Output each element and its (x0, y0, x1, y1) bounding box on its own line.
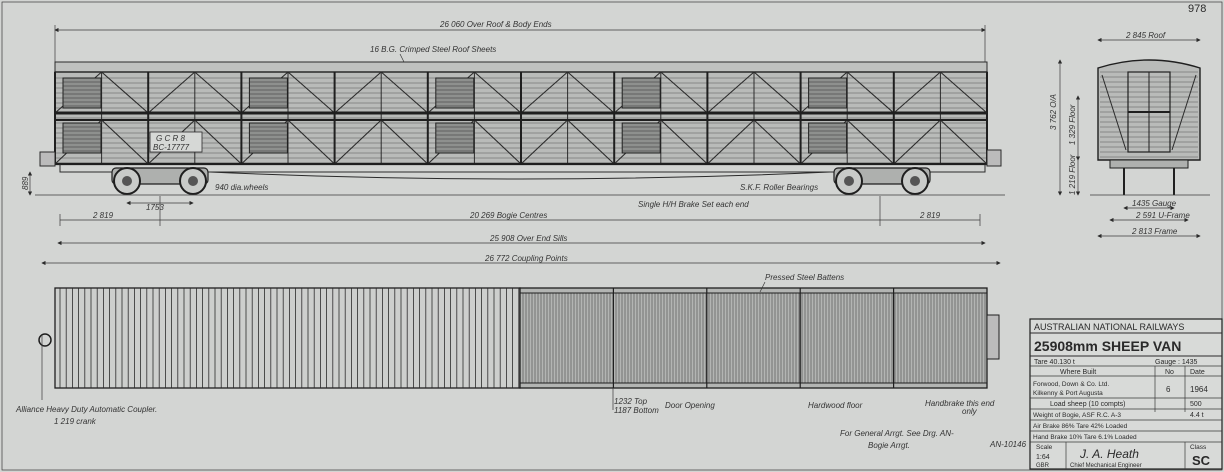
brake-note: Single H/H Brake Set each end (638, 200, 749, 209)
plan-view (15, 273, 999, 426)
general-arrgt-note: For General Arrgt. See Drg. AN- (840, 429, 954, 438)
plan-floor-section (520, 288, 987, 388)
load-value: 500 (1190, 401, 1202, 408)
signature: J. A. Heath (1080, 447, 1139, 461)
load-label: Load sheep (10 compts) (1050, 401, 1126, 408)
no-header: No (1165, 369, 1174, 376)
height-left-label: 889 (21, 176, 30, 190)
end-gauge: 1435 Gauge (1132, 199, 1177, 208)
bogie-left (112, 168, 208, 194)
drawing-title: 25908mm SHEEP VAN (1034, 338, 1182, 354)
coupler-label-2: 1 219 crank (54, 417, 96, 426)
plan-coupler-right (987, 315, 999, 359)
coupling-points-label: 26 772 Coupling Points (485, 254, 568, 263)
dim-roof-body: 26 060 Over Roof & Body Ends (440, 20, 552, 29)
end-right-label: 2 819 (920, 211, 941, 220)
roof-sheets-label: 16 B.G. Crimped Steel Roof Sheets (370, 45, 497, 54)
builder-line1: Forwood, Down & Co. Ltd. (1033, 381, 1110, 388)
hand-brake-label: Hand Brake 10% Tare 6.1% Loaded (1033, 434, 1137, 441)
coupler-left (40, 152, 55, 166)
door-opening-label: Door Opening (665, 401, 715, 410)
bearings-label: S.K.F. Roller Bearings (740, 183, 819, 192)
coupler-right (987, 150, 1001, 166)
chief-engineer: Chief Mechanical Engineer (1070, 463, 1142, 469)
air-brake-label: Air Brake 86% Tare 42% Loaded (1033, 423, 1128, 430)
gauge-label: Gauge : 1435 (1155, 359, 1198, 366)
end-rail-floor: 1 219 Floor (1068, 154, 1077, 195)
plan-coupler-left (39, 334, 51, 346)
coupler-label-1: Alliance Heavy Duty Automatic Coupler. (16, 405, 158, 414)
side-elevation (21, 20, 1005, 263)
class-label: Class (1190, 444, 1207, 451)
general-arrgt-number: AN-10146 (990, 440, 1027, 449)
end-height-oa: 3 762 O/A (1049, 93, 1058, 130)
end-width-roof: 2 845 Roof (1126, 31, 1166, 40)
bogie-right (834, 168, 930, 194)
car-number-line2: BC-17777 (153, 143, 190, 152)
bogie-arrgt-note: Bogie Arrgt. (868, 441, 910, 450)
end-frame: 2 813 Frame (1132, 227, 1178, 236)
railway-name: AUSTRALIAN NATIONAL RAILWAYS (1034, 322, 1185, 332)
scale-value: 1:64 (1036, 454, 1050, 461)
handbrake-label-2: only (962, 407, 977, 416)
handbrake-label-1: Handbrake this end (925, 399, 995, 408)
car-number-line1: G C R 8 (156, 134, 185, 143)
bogie-centres-label: 20 269 Bogie Centres (470, 211, 548, 220)
scale-label: Scale (1036, 444, 1053, 451)
end-u-frame: 2 591 U-Frame (1136, 211, 1190, 220)
checked-initials: GBR (1036, 463, 1050, 469)
over-end-sills-label: 25 908 Over End Sills (490, 234, 568, 243)
door-bottom-label: 1187 Bottom (614, 406, 659, 415)
builder-date: 1964 (1190, 385, 1208, 394)
title-block (1030, 319, 1222, 469)
truss-rod (210, 172, 830, 179)
builder-line2: Kilkenny & Port Augusta (1033, 390, 1103, 397)
end-height-floor: 1 329 Floor (1068, 104, 1077, 145)
weight-value: 4.4 t (1190, 412, 1204, 419)
door-top-label: 1232 Top (614, 397, 648, 406)
wheelbase-label: 1753 (146, 203, 164, 212)
where-built-header: Where Built (1060, 369, 1097, 376)
battens-label: Pressed Steel Battens (765, 273, 845, 282)
drawing-number: 978 (1188, 3, 1207, 15)
end-left-label: 2 819 (93, 211, 114, 220)
end-view (1049, 31, 1210, 236)
wheels-label: 940 dia.wheels (215, 183, 269, 192)
date-header: Date (1190, 369, 1205, 376)
floor-label: Hardwood floor (808, 401, 863, 410)
weight-label: Weight of Bogie, ASF R.C. A-3 (1033, 412, 1122, 419)
builder-no: 6 (1166, 385, 1171, 394)
tare-label: Tare 40.130 t (1034, 359, 1075, 366)
class-value: SC (1192, 453, 1211, 468)
